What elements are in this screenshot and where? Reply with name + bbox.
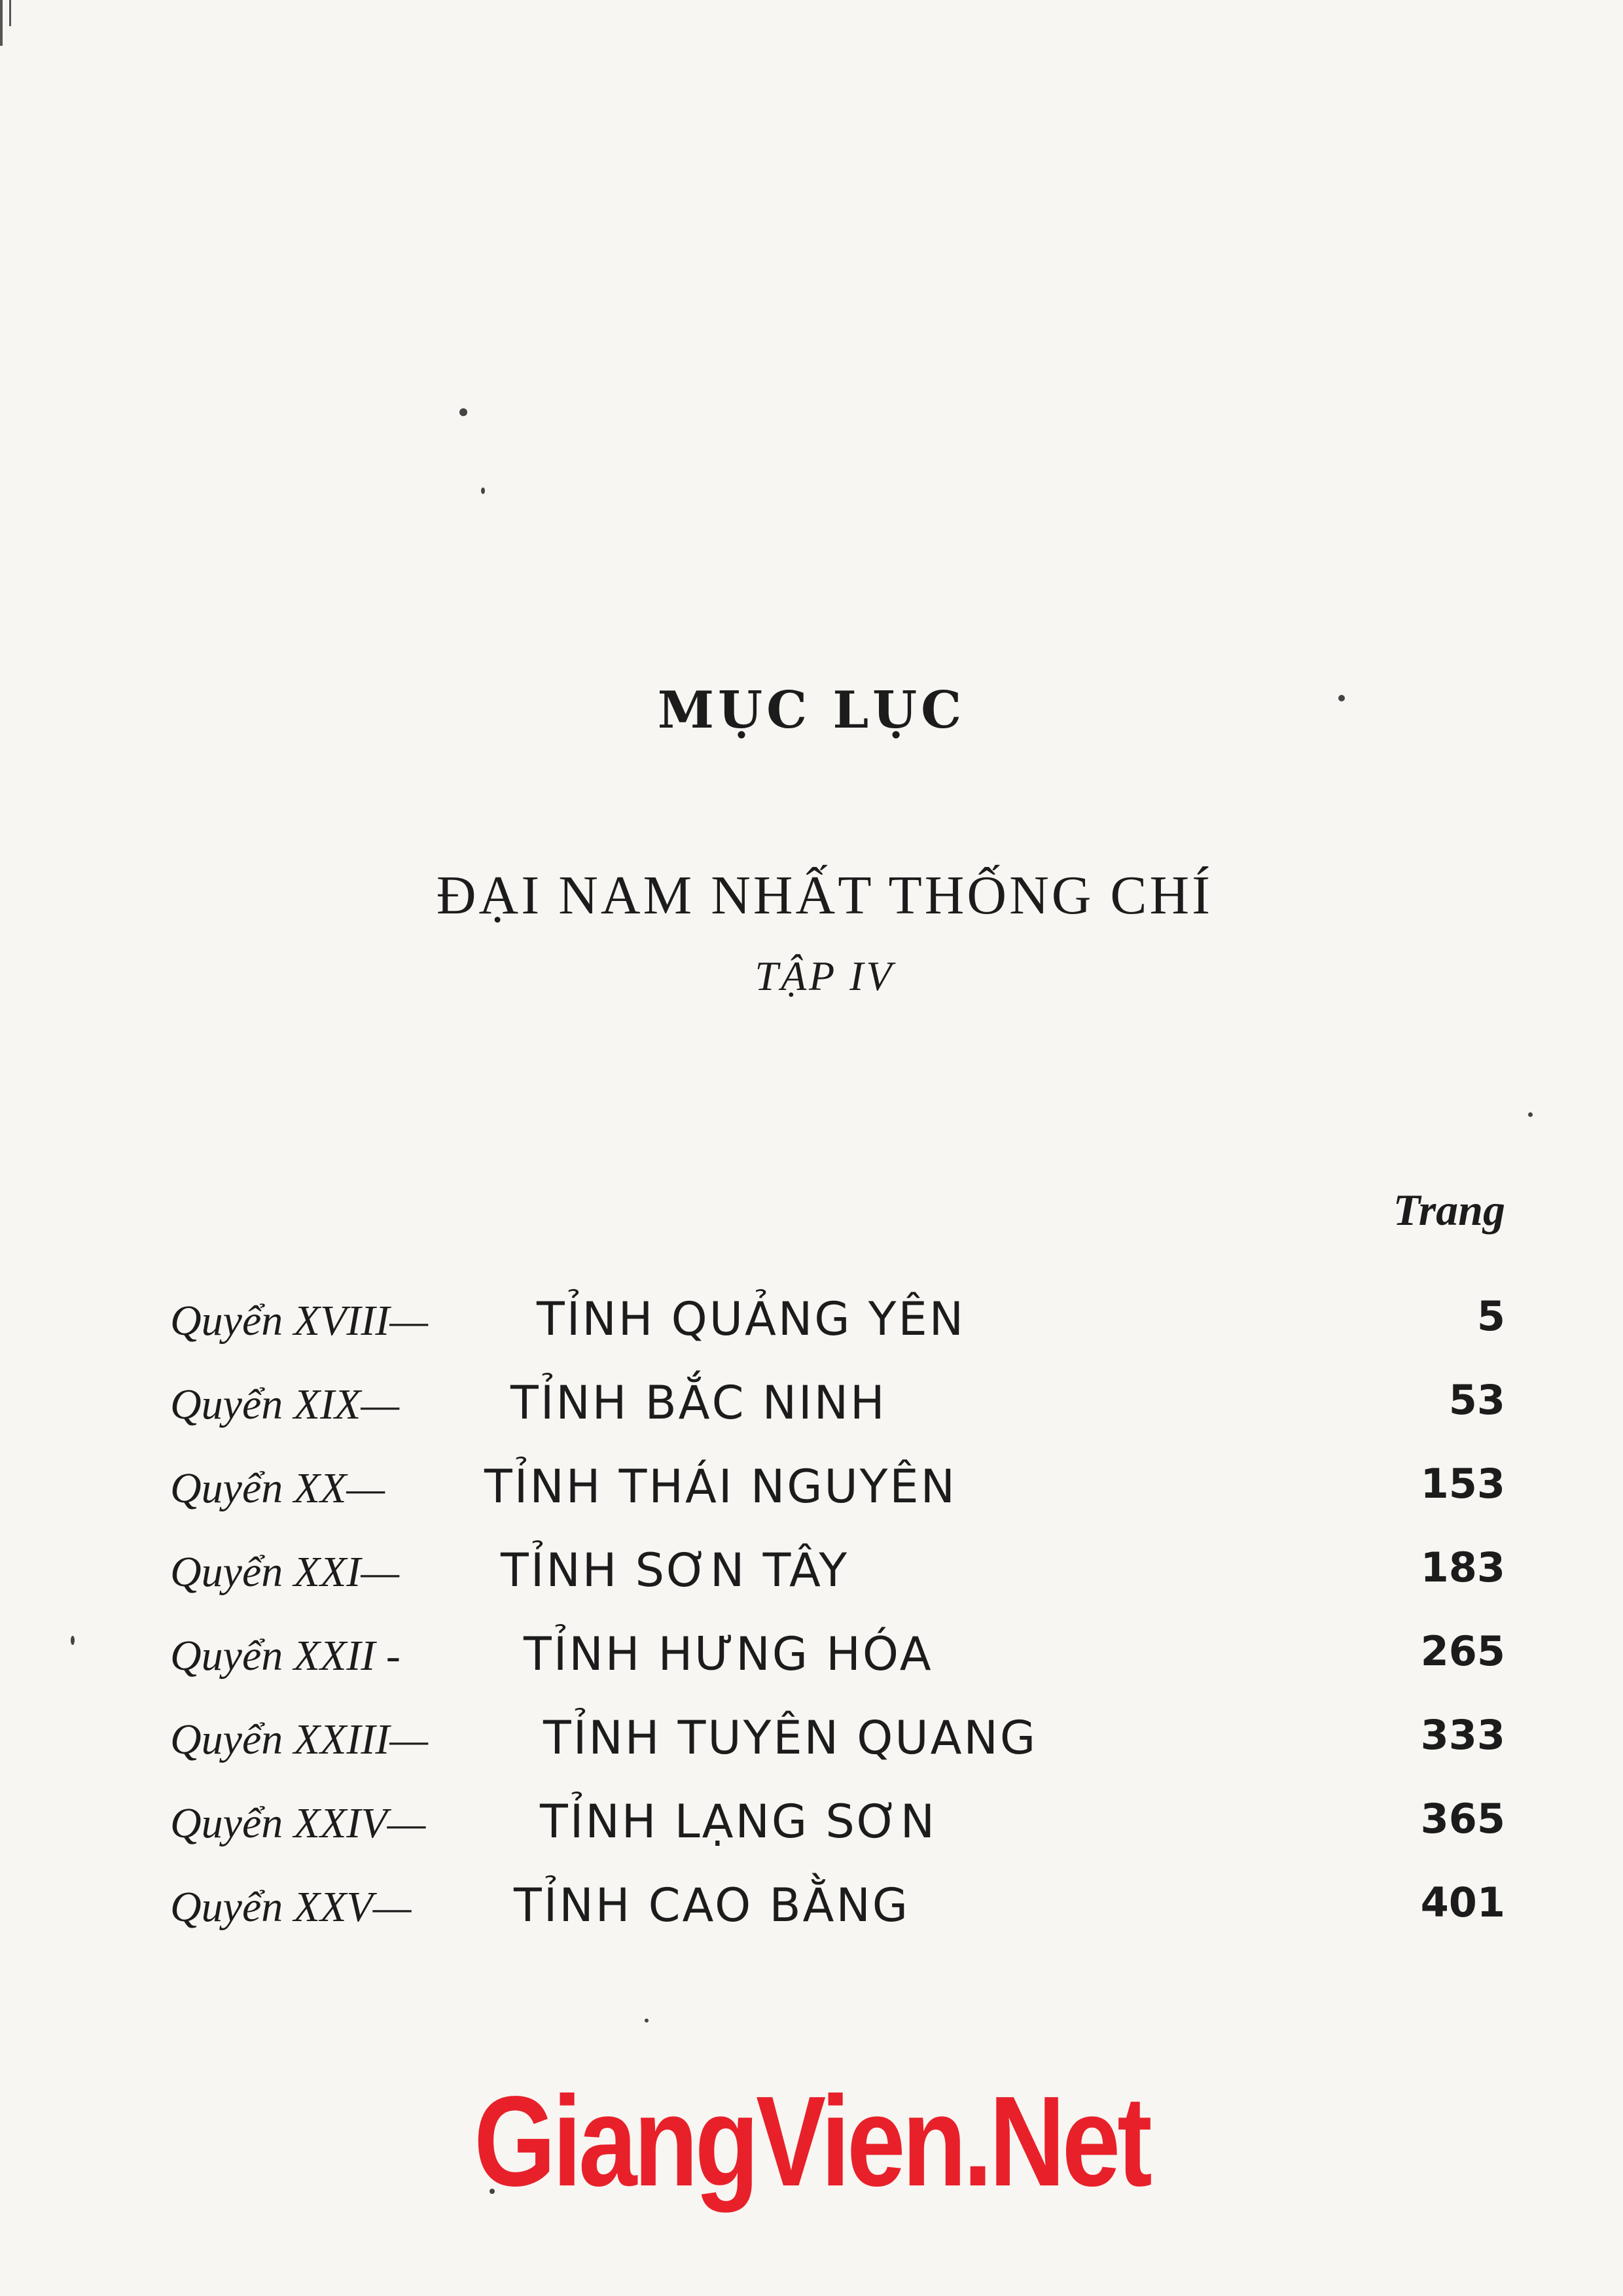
watermark-text: GiangVien.Net <box>474 2070 1149 2213</box>
toc-entry-title: TỈNH BẮC NINH <box>510 1376 887 1430</box>
toc-entry <box>170 1460 1505 1544</box>
volume-label: TẬP IV <box>755 953 895 999</box>
book-title: ĐẠI NAM NHẤT THỐNG CHÍ <box>436 865 1213 926</box>
toc-entry-title: TỈNH THÁI NGUYÊN <box>484 1460 957 1513</box>
scan-edge-mark <box>0 0 3 46</box>
toc-entry-label: Quyển XVIII— <box>170 1297 429 1345</box>
toc-entry-page: 401 <box>1420 1879 1505 1926</box>
toc-entry <box>170 1544 1505 1627</box>
toc-entry-page: 153 <box>1420 1460 1505 1508</box>
scan-edge-mark <box>9 0 11 26</box>
toc-entry-title: TỈNH TUYÊN QUANG <box>543 1711 1038 1765</box>
toc-entry-page: 53 <box>1448 1376 1505 1424</box>
toc-entry-label: Quyển XXII - <box>170 1632 401 1680</box>
page-column-header: Trang <box>1393 1185 1505 1235</box>
toc-entry-label: Quyển XXIII— <box>170 1716 429 1763</box>
toc-entry-page: 265 <box>1420 1627 1505 1675</box>
toc-entry-page: 183 <box>1420 1544 1505 1591</box>
toc-entry-title: TỈNH QUẢNG YÊN <box>537 1292 966 1346</box>
toc-entry-label: Quyển XXV— <box>170 1883 412 1931</box>
toc-entry-label: Quyển XXIV— <box>170 1799 426 1847</box>
scan-speck <box>1528 1112 1533 1117</box>
scan-speck <box>71 1636 75 1645</box>
toc-entry-label: Quyển XX— <box>170 1464 385 1512</box>
toc-entry <box>170 1711 1505 1795</box>
toc-entry <box>170 1879 1505 1962</box>
toc-entry-label: Quyển XIX— <box>170 1381 400 1428</box>
toc-entry <box>170 1376 1505 1460</box>
toc-entry-page: 333 <box>1420 1711 1505 1759</box>
toc-entry-title: TỈNH HƯNG HÓA <box>524 1627 933 1681</box>
toc-entry-label: Quyển XXI— <box>170 1548 400 1596</box>
toc-entry-page: 5 <box>1476 1292 1505 1340</box>
scan-speck <box>481 487 485 494</box>
scan-speck <box>645 2019 649 2022</box>
table-of-contents <box>170 1292 1505 1962</box>
toc-entry <box>170 1627 1505 1711</box>
page-title: MỤC LỤC <box>657 680 966 740</box>
toc-entry-title: TỈNH SƠN TÂY <box>501 1544 849 1597</box>
scan-speck <box>459 408 467 416</box>
toc-entry-title: TỈNH CAO BẰNG <box>514 1879 910 1932</box>
toc-entry <box>170 1795 1505 1879</box>
toc-entry-page: 365 <box>1420 1795 1505 1843</box>
toc-entry-title: TỈNH LẠNG SƠN <box>540 1795 937 1848</box>
toc-entry <box>170 1292 1505 1376</box>
